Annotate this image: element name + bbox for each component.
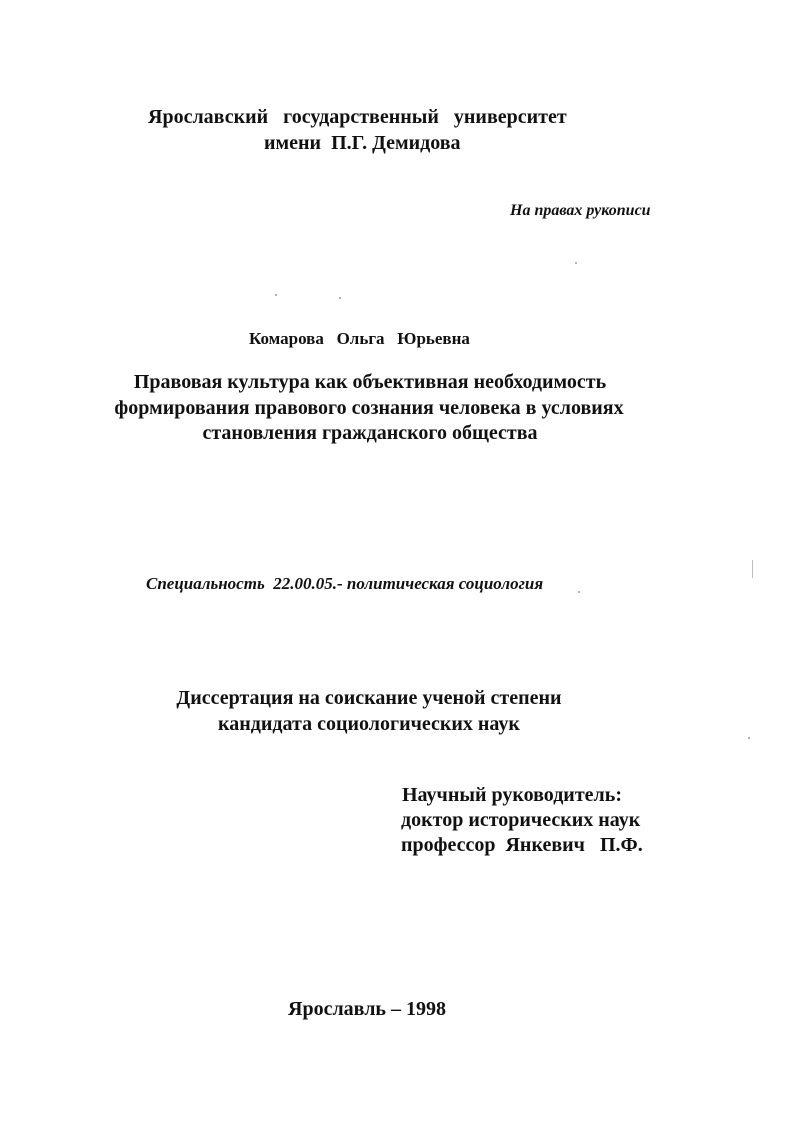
specialty-line: Специальность 22.00.05.- политическая социология [146,574,544,593]
degree-line: кандидата социологических наук [218,713,520,735]
scan-speck [339,297,341,299]
university-name: Ярославский государственный университет [148,106,567,128]
city-year: Ярославль – 1998 [288,998,446,1020]
title-line: формирования правового сознания человека в условиях [114,397,624,419]
supervisor-degree: доктор исторических наук [401,809,641,831]
scan-speck [275,294,277,296]
scan-speck [748,737,750,739]
scan-edge-mark [752,560,753,578]
manuscript-note: На правах рукописи [510,202,651,219]
scan-speck [578,591,580,593]
author-name: Комарова Ольга Юрьевна [249,329,470,348]
title-line: становления гражданского общества [202,422,538,444]
degree-line: Диссертация на соискание ученой степени [176,687,562,709]
supervisor-label: Научный руководитель: [402,784,622,806]
title-line: Правовая культура как объективная необходимость [133,371,607,393]
university-named-after: имени П.Г. Демидова [264,132,461,154]
supervisor-name: профессор Янкевич П.Ф. [401,834,643,856]
scan-speck [575,262,577,264]
